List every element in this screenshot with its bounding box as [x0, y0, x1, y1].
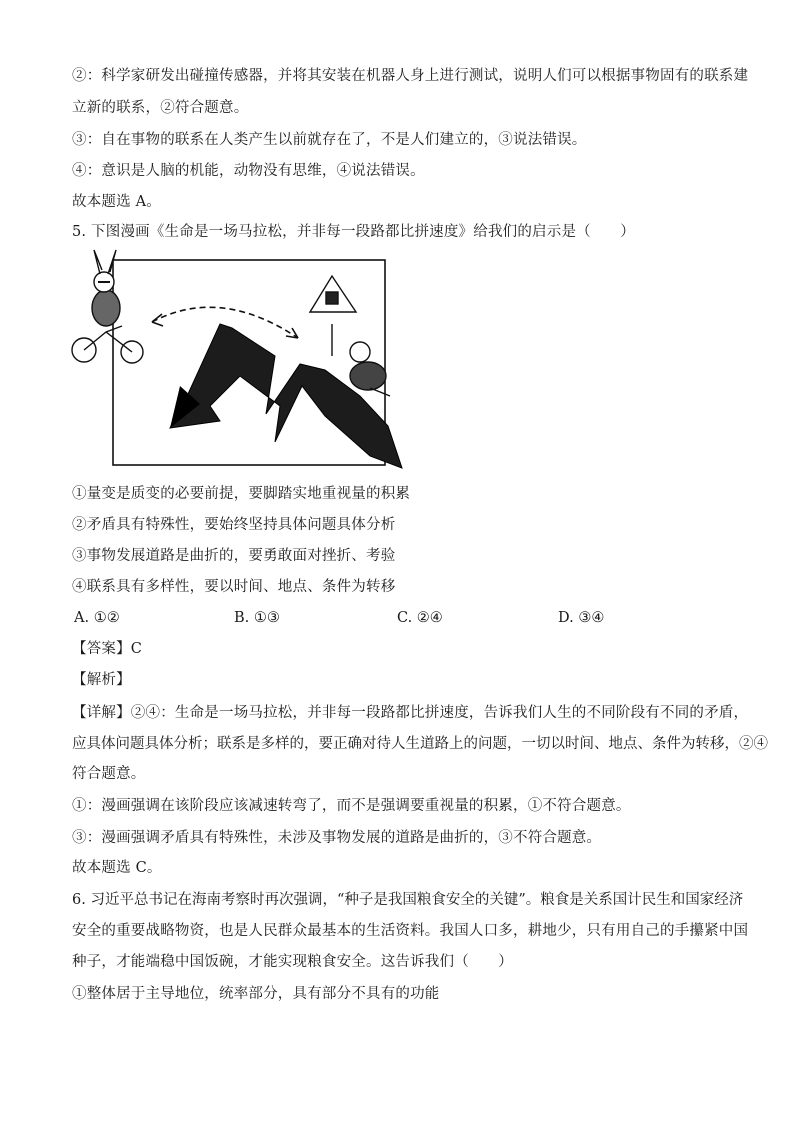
- rabbit-cyclist: [72, 250, 143, 363]
- text-line: ④：意识是人脑的机能，动物没有思维，④说法错误。: [72, 163, 425, 179]
- q5-statement-3: ③事物发展道路是曲折的，要勇敢面对挫折、考验: [72, 548, 396, 564]
- text-line: 故本题选 A。: [72, 194, 161, 210]
- dashed-arrow-head-right: [286, 328, 298, 338]
- question-6-stem: 种子，才能端稳中国饭碗，才能实现粮食安全。这告诉我们（ ）: [72, 954, 513, 970]
- cartoon-marathon-image: [70, 246, 415, 476]
- option-a: A. ①②: [74, 610, 120, 626]
- q5-options: [72, 608, 732, 628]
- text-line: 立新的联系，②符合题意。: [72, 100, 249, 116]
- option-c: C. ②④: [397, 610, 443, 626]
- road-sign: [310, 276, 356, 356]
- explanation-line: 符合题意。: [72, 766, 146, 782]
- analysis-tag: 【解析】: [72, 672, 131, 688]
- q5-statement-1: ①量变是质变的必要前提，要脚踏实地重视量的积累: [72, 486, 411, 502]
- question-6-stem: 6. 习近平总书记在海南考察时再次强调，“种子是我国粮食安全的关键”。粮食是关系国计民生和国家经济: [72, 892, 744, 908]
- explanation-line: ③：漫画强调矛盾具有特殊性，未涉及事物发展的道路是曲折的，③不符合题意。: [72, 830, 602, 846]
- explanation-line: 应具体问题具体分析；联系是多样的，要正确对待人生道路上的问题，一切以时间、地点、条件为转移，②④: [72, 736, 768, 752]
- text-line: ②：科学家研发出碰撞传感器，并将其安装在机器人身上进行测试，说明人们可以根据事物固有的联系建: [72, 68, 749, 84]
- q5-statement-4: ④联系具有多样性，要以时间、地点、条件为转移: [72, 579, 396, 595]
- option-d: D. ③④: [558, 610, 605, 626]
- answer-tag: 【答案】C: [72, 641, 143, 657]
- turtle-character: [350, 342, 390, 396]
- text-line: ③：自在事物的联系在人类产生以前就存在了，不是人们建立的，③说法错误。: [72, 132, 587, 148]
- question-5-stem: 5. 下图漫画《生命是一场马拉松，并非每一段路都比拼速度》给我们的启示是（ ）: [72, 224, 635, 240]
- q6-statement-1: ①整体居于主导地位，统率部分，具有部分不具有的功能: [72, 986, 440, 1002]
- explanation-line: 故本题选 C。: [72, 860, 162, 876]
- explanation-line: ①：漫画强调在该阶段应该减速转弯了，而不是强调要重视量的积累，①不符合题意。: [72, 798, 631, 814]
- q5-statement-2: ②矛盾具有特殊性，要始终坚持具体问题具体分析: [72, 517, 396, 533]
- option-b: B. ①③: [234, 610, 280, 626]
- question-6-stem: 安全的重要战略物资，也是人民群众最基本的生活资料。我国人口多，耕地少，只有用自己的手攥紧中国: [72, 923, 749, 939]
- explanation-line: 【详解】②④：生命是一场马拉松，并非每一段路都比拼速度，告诉我们人生的不同阶段有不同的矛盾，: [72, 705, 749, 721]
